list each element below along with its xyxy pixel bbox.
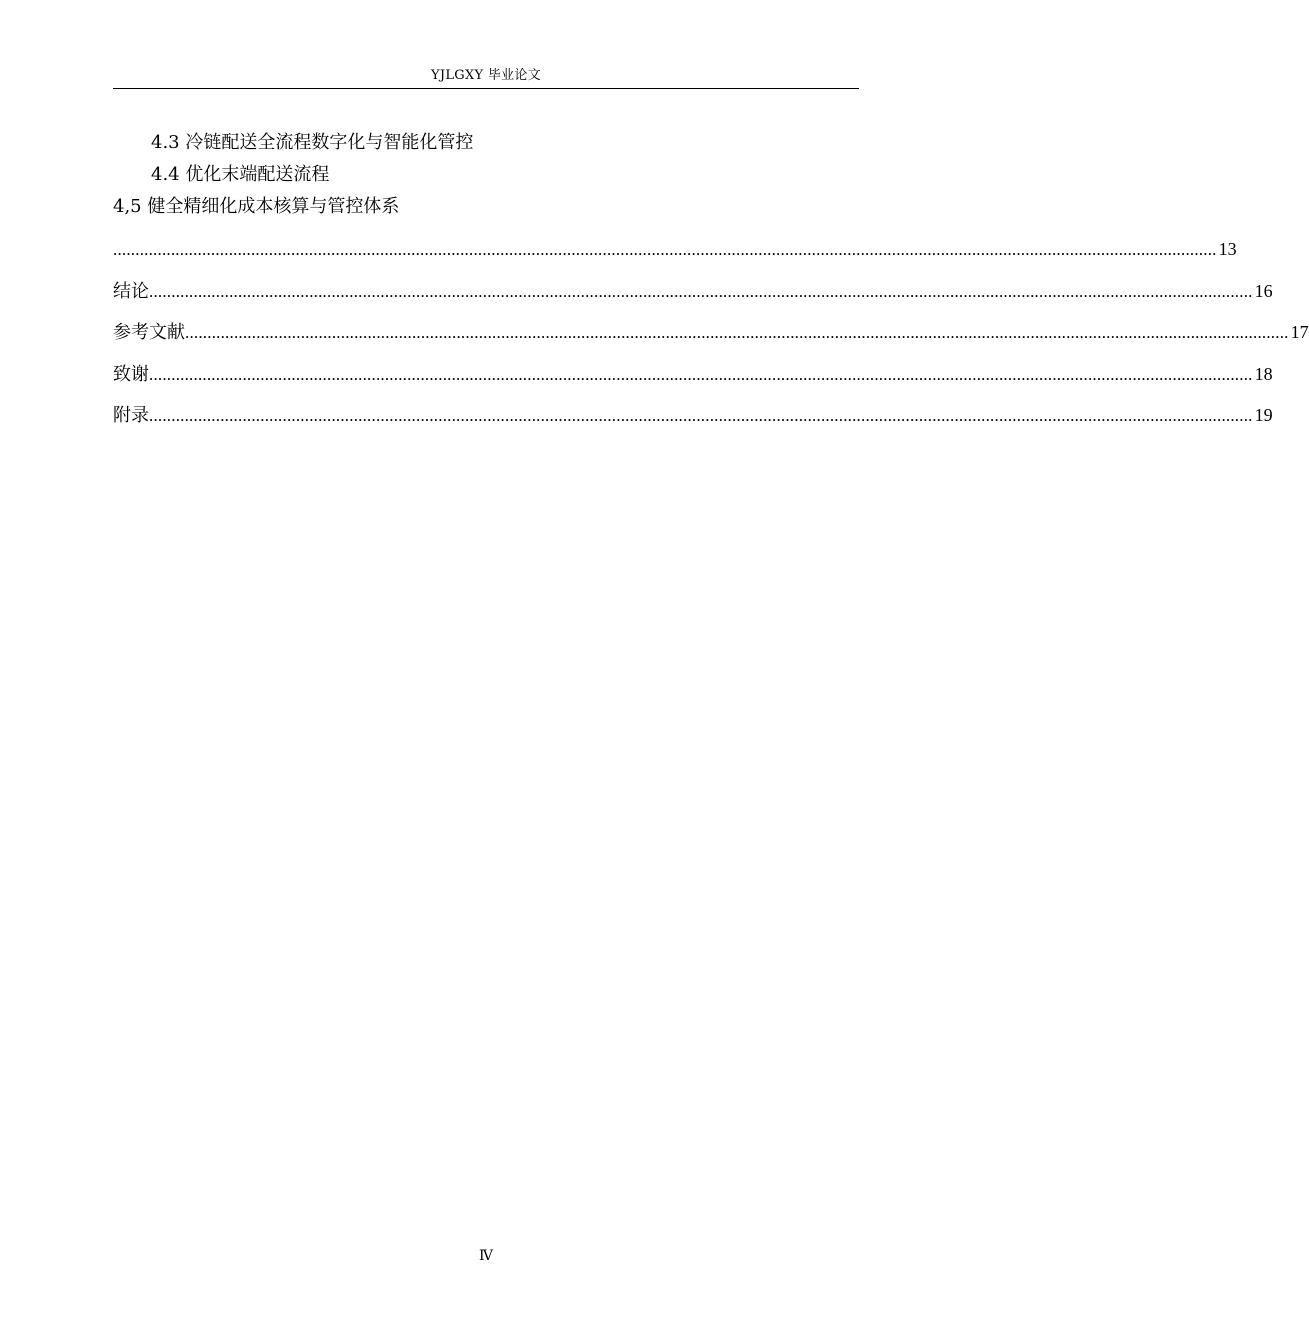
toc-entry-references[interactable] — [113, 319, 1309, 345]
toc-entry-conclusion[interactable] — [113, 278, 1273, 304]
toc-heading-4-3[interactable]: 4.3 冷链配送全流程数字化与智能化管控 — [151, 132, 474, 153]
dot-leader: ........................................................................................................................................................................................................................................................ — [185, 323, 1289, 342]
toc-entry-acknowledgements[interactable] — [113, 361, 1273, 387]
dot-leader: ........................................................................................................................................................................................................................................................ — [149, 282, 1253, 301]
toc-entry-label: 附录 — [113, 405, 149, 426]
toc-page-number: 13 — [1218, 239, 1237, 259]
toc-page-number: 17 — [1290, 322, 1309, 342]
toc-entry-label: 致谢 — [113, 364, 149, 385]
toc-entry-4-5-continuation[interactable] — [113, 236, 1237, 262]
toc-page-number: 16 — [1254, 281, 1273, 301]
toc-page-number: 19 — [1254, 405, 1273, 425]
toc-heading-4-4[interactable]: 4.4 优化末端配送流程 — [151, 164, 330, 185]
page-number-footer: Ⅳ — [479, 1248, 493, 1264]
header-rule — [113, 88, 859, 89]
toc-entry-label: 结论 — [113, 281, 149, 302]
dot-leader: ........................................................................................................................................................................................................................................................ — [149, 406, 1253, 425]
toc-heading-4-5[interactable]: 4,5 健全精细化成本核算与管控体系 — [113, 196, 400, 217]
toc-entry-label: 参考文献 — [113, 322, 185, 343]
page-header: YJLGXY 毕业论文 — [430, 68, 542, 83]
toc-entry-appendix[interactable] — [113, 402, 1273, 428]
toc-page-number: 18 — [1254, 364, 1273, 384]
dot-leader: ........................................................................................................................................................................................................................................................ — [149, 365, 1253, 384]
dot-leader: ........................................................................................................................................................................................................................................................ — [113, 240, 1217, 259]
